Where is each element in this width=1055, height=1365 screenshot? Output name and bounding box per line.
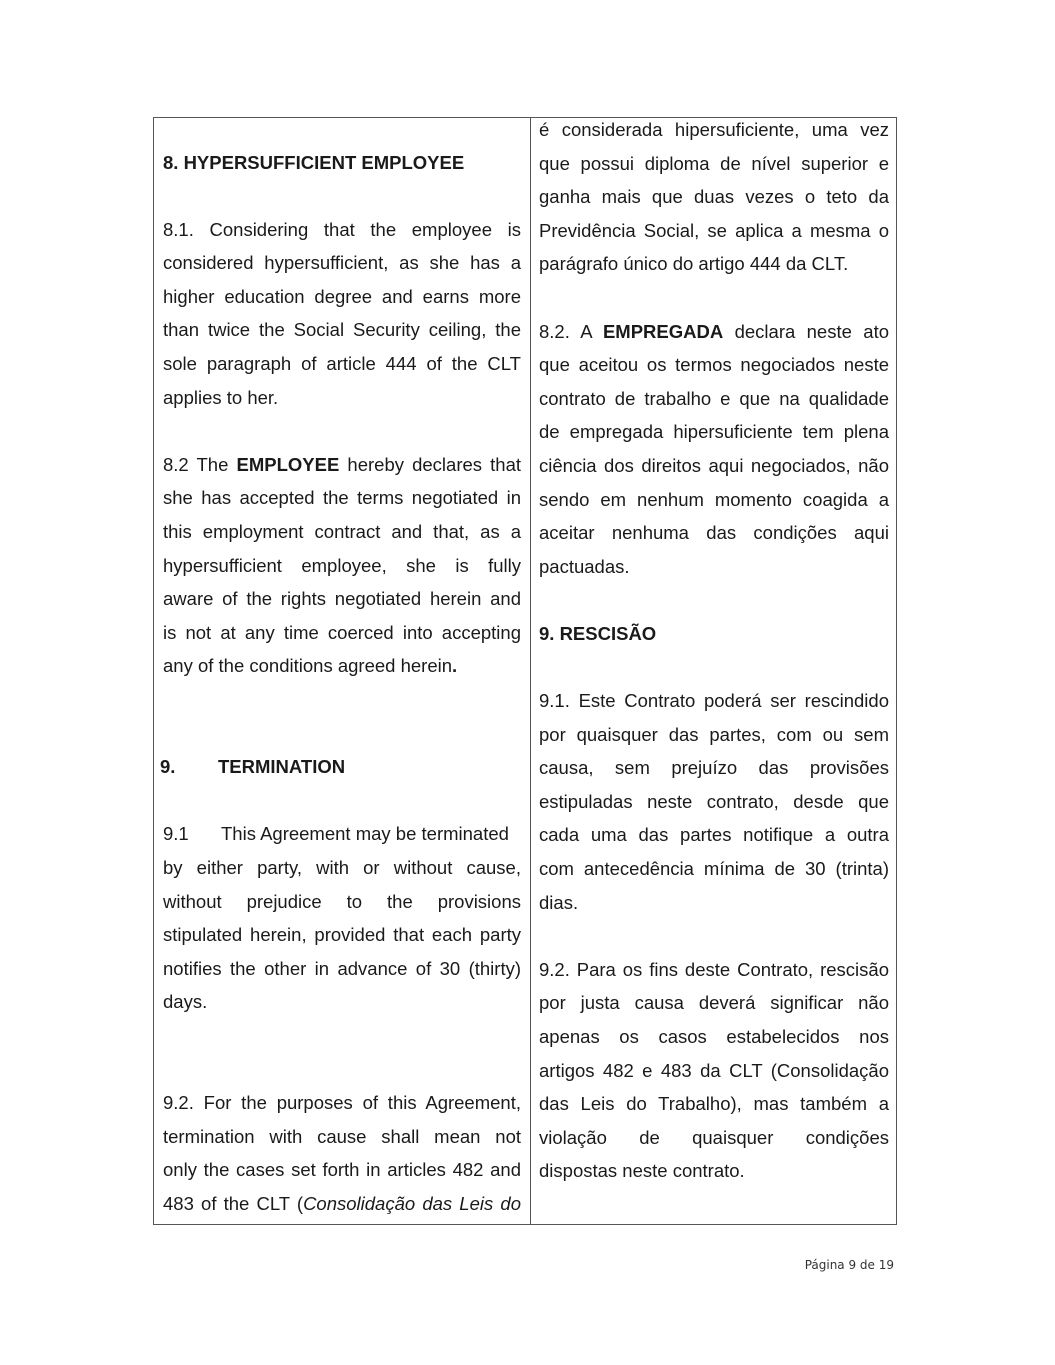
clause-9-1-line: by either party, with or without cause, <box>163 856 521 878</box>
page-number: Página 9 de 19 <box>804 1258 894 1272</box>
clausula-9-2-line: dispostas neste contrato. <box>539 1160 745 1182</box>
clausula-9-1-line: dias. <box>539 891 579 913</box>
clause-8-1-line: 8.1. Considering that the employee is <box>163 218 521 240</box>
clause-9-1-line: notifies the other in advance of 30 (thirty) <box>163 957 521 979</box>
clausula-9-2-line: das Leis do Trabalho), mas também a <box>539 1093 889 1115</box>
clausula-9-1-line: por quaisquer das partes, com ou sem <box>539 723 889 745</box>
portuguese-column <box>539 113 889 1188</box>
clausula-9-1-line: cada uma das partes notifique a outra <box>539 824 889 846</box>
clause-8-1-line: than twice the Social Security ceiling, the <box>163 319 521 341</box>
secao-9-heading: 9. RESCISÃO <box>539 622 657 644</box>
clausula-9-1-line: causa, sem prejuízo das provisões <box>539 757 889 779</box>
employee-term: EMPLOYEE <box>236 453 340 475</box>
clause-8-1-line: considered hypersufficient, as she has a <box>163 252 521 274</box>
english-column <box>160 146 521 1221</box>
clause-9-2-line: 9.2. For the purposes of this Agreement, <box>163 1092 521 1114</box>
clause-8-2-line: is not at any time coerced into accepting <box>163 621 521 643</box>
clausula-9-2-line: 9.2. Para os fins deste Contrato, rescisão <box>539 958 889 980</box>
clause-8-2-line: aware of the rights negotiated herein and <box>163 588 521 610</box>
clausula-9-2-line: apenas os casos estabelecidos nos <box>539 1026 889 1048</box>
clausula-8-1-line: que possui diploma de nível superior e <box>539 152 889 174</box>
section-8-heading: 8. HYPERSUFFICIENT EMPLOYEE <box>163 151 465 173</box>
clause-8-1-line: sole paragraph of article 444 of the CLT <box>163 353 521 375</box>
clause-8-2-first-line: 8.2 The EMPLOYEE hereby declares that <box>163 453 521 475</box>
clausula-8-1-line: Previdência Social, se aplica a mesma o <box>539 219 889 241</box>
clause-9-1-line: without prejudice to the provisions <box>163 890 521 912</box>
bilingual-table <box>153 117 897 1225</box>
clause-9-1-first-line: 9.1 This Agreement may be terminated <box>163 823 509 845</box>
clausula-8-2-line: de empregada hipersuficiente tem plena <box>539 421 889 443</box>
clausula-9-2-line: artigos 482 e 483 da CLT (Consolidação <box>539 1059 889 1081</box>
clausula-9-1-line: 9.1. Este Contrato poderá ser rescindido <box>539 690 889 712</box>
clause-8-2-last-line: any of the conditions agreed herein. <box>163 655 458 677</box>
clause-8-2-line: hypersufficient employee, she is fully <box>163 554 521 576</box>
clause-8-1-line: higher education degree and earns more <box>163 285 521 307</box>
clausula-9-1-line: estipuladas neste contrato, desde que <box>539 790 889 812</box>
clause-9-2-last-line: 483 of the CLT (Consolidação das Leis do <box>163 1192 521 1214</box>
clausula-8-2-first-line: 8.2. A EMPREGADA declara neste ato <box>539 320 890 342</box>
clause-9-1-line: stipulated herein, provided that each party <box>163 924 521 946</box>
empregada-term: EMPREGADA <box>602 320 724 342</box>
clausula-8-2-line: pactuadas. <box>539 555 630 577</box>
clause-9-2-line: only the cases set forth in articles 482 and <box>163 1159 521 1181</box>
clause-8-2-line: this employment contract and that, as a <box>163 521 521 543</box>
clause-9-1-line: days. <box>163 991 208 1013</box>
clause-9-2-line: termination with cause shall mean not <box>163 1125 521 1147</box>
clausula-8-1-line: ganha mais que duas vezes o teto da <box>539 186 889 208</box>
clausula-8-2-line: contrato de trabalho e que na qualidade <box>539 387 889 409</box>
clausula-8-1-line: parágrafo único do artigo 444 da CLT. <box>539 253 849 275</box>
clausula-9-2-line: violação de quaisquer condições <box>539 1126 889 1148</box>
clausula-8-2-line: que aceitou os termos negociados neste <box>539 354 889 376</box>
clausula-8-2-line: sendo em nenhum momento coagida a <box>539 488 889 510</box>
clausula-8-2-line: aceitar nenhuma das condições aqui <box>539 522 889 544</box>
clause-8-1-line: applies to her. <box>163 386 279 408</box>
clause-8-2-line: she has accepted the terms negotiated in <box>163 487 521 509</box>
section-9-heading: 9. TERMINATION <box>160 756 346 778</box>
clausula-8-1-line: é considerada hipersuficiente, uma vez <box>539 119 889 140</box>
clausula-9-1-line: com antecedência mínima de 30 (trinta) <box>539 858 889 880</box>
clausula-8-2-line: ciência dos direitos aqui negociados, não <box>539 454 889 476</box>
column-divider <box>530 118 531 1224</box>
clausula-9-2-line: por justa causa deverá significar não <box>539 992 889 1014</box>
